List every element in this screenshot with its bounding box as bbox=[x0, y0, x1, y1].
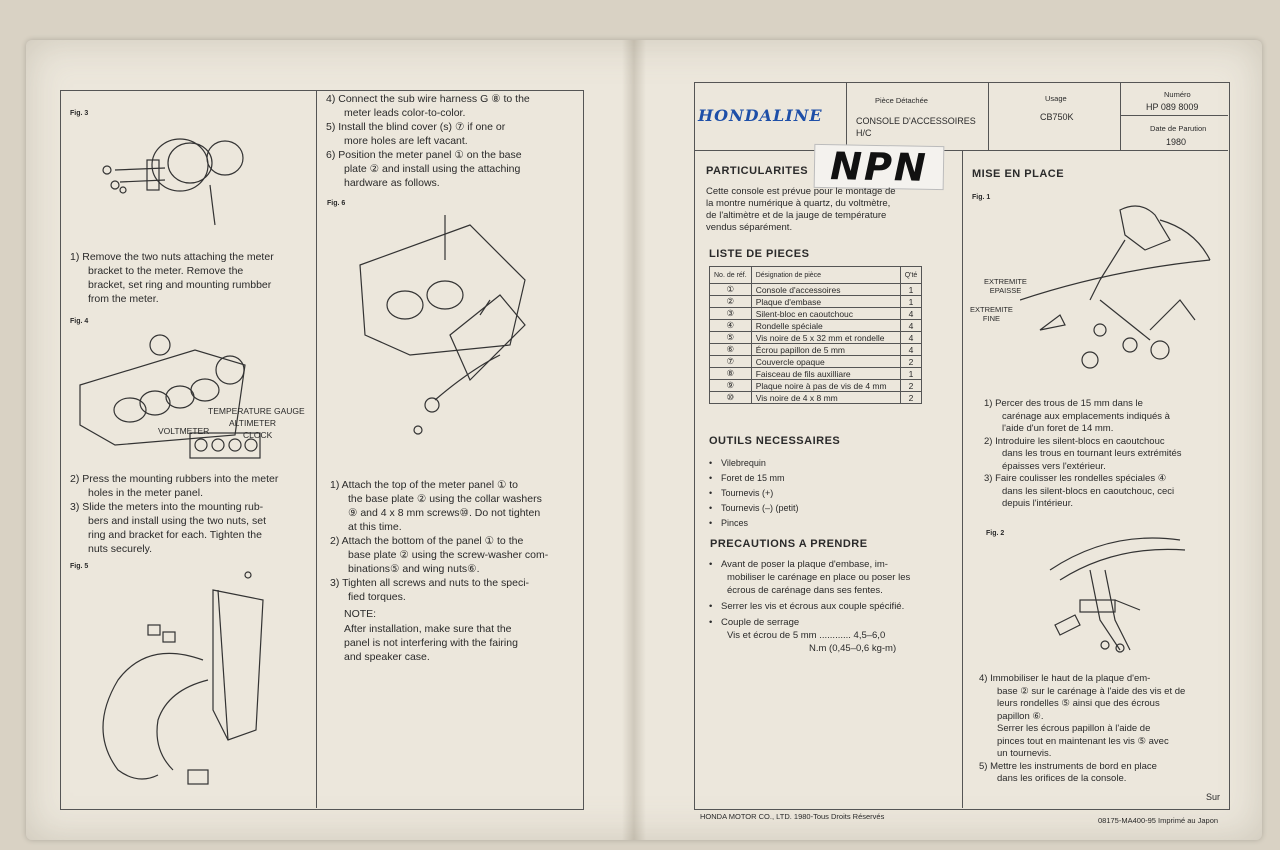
outil-item: Pinces bbox=[721, 518, 749, 528]
table-row bbox=[710, 296, 922, 308]
col2-step-line: binations⑤ and wing nuts⑥. bbox=[348, 563, 480, 575]
qty-cell: 2 bbox=[900, 356, 922, 368]
header-divider bbox=[1120, 82, 1121, 150]
numero-value: HP 089 8009 bbox=[1146, 102, 1199, 112]
fig3-meter-bracket-drawing bbox=[95, 130, 255, 230]
mise-step-line: papillon ⑥. bbox=[997, 710, 1044, 722]
col1-step-line: bracket to the meter. Remove the bbox=[88, 265, 244, 277]
fig6-label: Fig. 6 bbox=[327, 200, 346, 207]
mise-step-line: 4) Immobiliser le haut de la plaque d'em- bbox=[979, 673, 1151, 684]
header-divider bbox=[1120, 115, 1228, 116]
col1-step-line: ring and bracket for each. Tighten the bbox=[88, 529, 262, 541]
label-voltmeter: VOLTMETER bbox=[158, 426, 210, 436]
ref-cell: ⑨ bbox=[710, 380, 752, 392]
col1-step-line: nuts securely. bbox=[88, 543, 152, 555]
mise-step-line: dans les orifices de la console. bbox=[997, 773, 1127, 784]
name-cell: Silent-bloc en caoutchouc bbox=[751, 308, 900, 320]
precaution-line: Avant de poser la plaque d'embase, im- bbox=[721, 559, 888, 570]
ext-fine-label: EXTREMITE bbox=[970, 305, 1013, 314]
precaution-line: écrous de carénage dans ses fentes. bbox=[727, 585, 883, 596]
hondaline-logo: HONDALINE bbox=[698, 106, 823, 125]
table-row bbox=[710, 284, 922, 296]
note-line: After installation, make sure that the bbox=[344, 623, 512, 635]
sur-label: Sur bbox=[1206, 792, 1221, 802]
center-fold bbox=[622, 40, 646, 840]
bullet-icon: • bbox=[709, 559, 713, 570]
mise-step-line: épaisses vers l'extérieur. bbox=[1002, 460, 1106, 472]
outil-item: Tournevis (–) (petit) bbox=[721, 503, 799, 513]
parts-table bbox=[709, 266, 922, 404]
col1-step-line: bers and install using the two nuts, set bbox=[88, 515, 267, 527]
outils-title: OUTILS NECESSAIRES bbox=[709, 435, 841, 447]
mise-step-line: pinces tout en maintenant les vis ⑤ avec bbox=[997, 735, 1169, 747]
ref-cell: ② bbox=[710, 296, 752, 308]
fig5-label: Fig. 5 bbox=[70, 563, 89, 570]
ref-cell: ⑩ bbox=[710, 392, 752, 404]
piece-label: Pièce Détachée bbox=[875, 96, 928, 105]
qty-cell: 4 bbox=[900, 344, 922, 356]
parts-table-wrap bbox=[709, 266, 922, 404]
torque-line: Vis et écrou de 5 mm ............ 4,5–6,0 bbox=[727, 630, 886, 641]
qty-cell: 1 bbox=[900, 284, 922, 296]
table-row bbox=[710, 320, 922, 332]
ext-epaisse-label: EXTREMITE bbox=[984, 277, 1027, 286]
table-row bbox=[710, 332, 922, 344]
qty-cell: 2 bbox=[900, 380, 922, 392]
col2-step-line: the base plate ② using the collar washers bbox=[348, 493, 542, 505]
outil-item: Vilebrequin bbox=[721, 458, 766, 468]
col2-step-line: 1) Attach the top of the meter panel ① to bbox=[330, 479, 519, 491]
fig3-label: Fig. 3 bbox=[70, 110, 89, 117]
particularites-line: Cette console est prévue pour le montage de bbox=[706, 186, 896, 197]
col2-step-line: 6) Position the meter panel ① on the base bbox=[326, 149, 522, 161]
name-cell: Vis noire de 4 x 8 mm bbox=[751, 392, 900, 404]
mise-step-line: Serrer les écrous papillon à l'aide de bbox=[997, 723, 1151, 734]
date-value: 1980 bbox=[1166, 137, 1187, 147]
mise-step-line: un tournevis. bbox=[997, 748, 1052, 759]
table-row bbox=[710, 308, 922, 320]
left-column-divider bbox=[316, 90, 317, 808]
name-cell: Rondelle spéciale bbox=[751, 320, 900, 332]
fig1-drill-drawing bbox=[1020, 200, 1220, 390]
qty-cell: 4 bbox=[900, 308, 922, 320]
usage-value: CB750K bbox=[1040, 112, 1074, 122]
name-cell: Faisceau de fils auxilliare bbox=[751, 368, 900, 380]
qty-cell: 2 bbox=[900, 392, 922, 404]
ref-cell: ⑧ bbox=[710, 368, 752, 380]
bullet-icon: • bbox=[709, 458, 713, 468]
fig5-wire-harness-drawing bbox=[78, 570, 288, 800]
bullet-icon: • bbox=[709, 473, 713, 483]
col1-step-line: bracket, set ring and mounting rumbber bbox=[88, 279, 272, 291]
fig4-label: Fig. 4 bbox=[70, 318, 89, 325]
particularites-line: vendus séparément. bbox=[706, 222, 793, 233]
mise-step-line: dans les silent-blocs en caoutchouc, ceci bbox=[1002, 485, 1175, 497]
numero-label: Numéro bbox=[1164, 90, 1191, 99]
ext-fine-label: FINE bbox=[982, 314, 1000, 323]
col2-step-line: meter leads color-to-color. bbox=[344, 107, 466, 119]
fig2-label: Fig. 2 bbox=[986, 530, 1005, 537]
table-row bbox=[710, 392, 922, 404]
mise-step-line: 5) Mettre les instruments de bord en place bbox=[979, 760, 1157, 772]
col2-step-line: 5) Install the blind cover (s) ⑦ if one or bbox=[326, 121, 506, 133]
piece-sub: H/C bbox=[856, 128, 872, 138]
mise-step-line: base ② sur le carénage à l'aide des vis et de bbox=[997, 685, 1186, 697]
qty-cell: 4 bbox=[900, 332, 922, 344]
note-line: and speaker case. bbox=[344, 651, 430, 663]
ref-cell: ③ bbox=[710, 308, 752, 320]
qty-cell: 1 bbox=[900, 368, 922, 380]
col2-step-line: at this time. bbox=[348, 521, 402, 533]
col2-step-line: 3) Tighten all screws and nuts to the speci- bbox=[330, 577, 530, 589]
label-altimeter: ALTIMETER bbox=[229, 418, 277, 428]
fig2-base-plate-drawing bbox=[1030, 530, 1200, 670]
name-cell: Plaque noire à pas de vis de 4 mm bbox=[751, 380, 900, 392]
bullet-icon: • bbox=[709, 503, 713, 513]
name-cell: Console d'accessoires bbox=[751, 284, 900, 296]
piece-value: CONSOLE D'ACCESSOIRES bbox=[856, 116, 976, 126]
label-temperature-gauge: TEMPERATURE GAUGE bbox=[208, 406, 305, 416]
liste-title: LISTE DE PIECES bbox=[709, 248, 810, 260]
bullet-icon: • bbox=[709, 601, 713, 612]
col1-step-line: holes in the meter panel. bbox=[88, 487, 203, 499]
col1-step-line: 2) Press the mounting rubbers into the meter bbox=[70, 473, 279, 485]
usage-label: Usage bbox=[1045, 94, 1067, 103]
label-clock: CLOCK bbox=[243, 430, 273, 440]
ref-cell: ④ bbox=[710, 320, 752, 332]
col2-step-line: ⑨ and 4 x 8 mm screws⑩. Do not tighten bbox=[348, 507, 541, 519]
table-row bbox=[710, 368, 922, 380]
fig1-label: Fig. 1 bbox=[972, 194, 991, 201]
bullet-icon: • bbox=[709, 488, 713, 498]
col2-step-line: plate ② and install using the attaching bbox=[344, 163, 521, 175]
mise-step-line: 2) Introduire les silent-blocs en caoutchouc bbox=[984, 435, 1165, 447]
name-cell: Couvercle opaque bbox=[751, 356, 900, 368]
header-divider bbox=[988, 82, 989, 150]
col-header: No. de réf. bbox=[710, 267, 752, 284]
table-row bbox=[710, 356, 922, 368]
col2-step-line: hardware as follows. bbox=[344, 177, 440, 189]
mise-step-line: l'aide d'un foret de 14 mm. bbox=[1002, 423, 1114, 434]
mise-step-line: dans les trous en tournant leurs extrémités bbox=[1002, 448, 1182, 459]
precaution-line: Couple de serrage bbox=[721, 617, 800, 628]
bullet-icon: • bbox=[709, 617, 713, 628]
mise-step-line: 3) Faire coulisser les rondelles spéciales ④ bbox=[984, 473, 1167, 484]
col2-step-line: base plate ② using the screw-washer com- bbox=[348, 549, 549, 561]
torque-line: N.m (0,45–0,6 kg-m) bbox=[809, 643, 897, 654]
mise-step-line: carénage aux emplacements indiqués à bbox=[1002, 410, 1170, 422]
note-title: NOTE: bbox=[344, 608, 377, 620]
npn-sticker-text: NPN bbox=[829, 144, 929, 190]
bullet-icon: • bbox=[709, 518, 713, 528]
col-header: Désignation de pièce bbox=[751, 267, 900, 284]
ref-cell: ⑤ bbox=[710, 332, 752, 344]
header-divider bbox=[846, 82, 847, 150]
col2-step-line: 4) Connect the sub wire harness G ⑧ to the bbox=[326, 93, 530, 105]
precaution-line: mobiliser le carénage en place ou poser les bbox=[727, 572, 911, 583]
precautions-title: PRECAUTIONS A PRENDRE bbox=[710, 538, 868, 550]
note-line: panel is not interfering with the fairing bbox=[344, 637, 518, 649]
mise-step-line: leurs rondelles ⑤ ainsi que des écrous bbox=[997, 698, 1160, 709]
name-cell: Écrou papillon de 5 mm bbox=[751, 344, 900, 356]
ref-cell: ⑦ bbox=[710, 356, 752, 368]
precaution-line: Serrer les vis et écrous aux couple spécifié. bbox=[721, 601, 905, 612]
mise-step-line: depuis l'intérieur. bbox=[1002, 498, 1073, 509]
fig6-panel-mounting-drawing bbox=[350, 205, 550, 465]
qty-cell: 4 bbox=[900, 320, 922, 332]
footer-copyright: HONDA MOTOR CO., LTD. 1980-Tous Droits Réservés bbox=[700, 812, 885, 821]
table-row bbox=[710, 344, 922, 356]
col-header: Q'té bbox=[900, 267, 922, 284]
qty-cell: 1 bbox=[900, 296, 922, 308]
ref-cell: ⑥ bbox=[710, 344, 752, 356]
ref-cell: ① bbox=[710, 284, 752, 296]
name-cell: Vis noire de 5 x 32 mm et rondelle bbox=[751, 332, 900, 344]
table-row bbox=[710, 380, 922, 392]
col2-step-line: more holes are left vacant. bbox=[344, 135, 468, 147]
particularites-line: la montre numérique à quartz, du voltmètre, bbox=[706, 198, 891, 209]
npn-sticker bbox=[814, 144, 945, 190]
col2-step-line: fied torques. bbox=[348, 591, 406, 603]
col1-step-line: 1) Remove the two nuts attaching the meter bbox=[70, 251, 274, 263]
outil-item: Foret de 15 mm bbox=[721, 473, 785, 483]
right-column-divider bbox=[962, 150, 963, 808]
mise-step-line: 1) Percer des trous de 15 mm dans le bbox=[984, 398, 1143, 409]
particularites-line: de l'altimètre et de la jauge de température bbox=[706, 210, 887, 221]
mise-title: MISE EN PLACE bbox=[972, 168, 1065, 180]
footer-part-number: 08175-MA400-95 Imprimé au Japon bbox=[1098, 816, 1219, 825]
col1-step-line: from the meter. bbox=[88, 293, 159, 305]
col2-step-line: 2) Attach the bottom of the panel ① to the bbox=[330, 535, 524, 547]
outil-item: Tournevis (+) bbox=[721, 488, 774, 498]
ext-epaisse-label: EPAISSE bbox=[989, 286, 1022, 295]
date-label: Date de Parution bbox=[1150, 124, 1207, 133]
col1-step-line: 3) Slide the meters into the mounting rub- bbox=[70, 501, 264, 513]
particularites-title: PARTICULARITES bbox=[706, 165, 809, 177]
name-cell: Plaque d'embase bbox=[751, 296, 900, 308]
